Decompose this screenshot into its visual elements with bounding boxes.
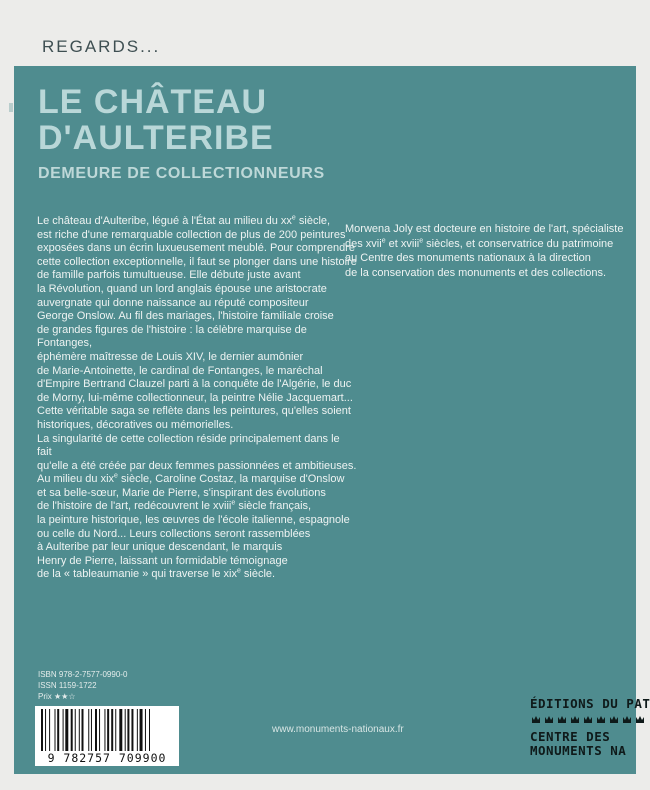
author-bio	[345, 222, 635, 280]
publisher-logo	[530, 696, 650, 758]
synopsis-line: qu'elle a été créée par deux femmes passionnées et ambitieuses.	[37, 459, 357, 472]
synopsis-line: éphémère maîtresse de Louis XIV, le dernier aumônier	[37, 350, 304, 363]
synopsis-line: La singularité de cette collection réside principalement dans le fait	[37, 432, 340, 459]
synopsis-line: de grandes figures de l'histoire : la célèbre marquise de Fontanges,	[37, 323, 307, 350]
author-bio-line: des xvii$^e$ et xviii$^e$ siècles, et conservatrice du patrimoine	[345, 236, 614, 250]
synopsis-line: de l'histoire de l'art, redécouvrent le xviii$^e$ siècle français,	[37, 499, 312, 513]
synopsis-line: Henry de Pierre, laissant un formidable témoignage	[37, 554, 288, 567]
author-bio-line: de la conservation des monuments et des collections.	[345, 266, 607, 279]
author-bio-line: au Centre des monuments nationaux à la direction	[345, 252, 591, 264]
publisher-line-2: MONUMENTS NA	[530, 743, 627, 758]
book-subtitle: DEMEURE DE COLLECTIONNEURS	[38, 165, 325, 182]
publisher-line-1: CENTRE DES	[530, 729, 611, 744]
isbn-block	[38, 670, 127, 702]
synopsis-line: historiques, décoratives ou mémorielles.	[37, 418, 234, 431]
synopsis-line: est riche d'une remarquable collection de plus de 200 peintures	[37, 228, 346, 241]
synopsis-line: Cette véritable saga se reflète dans les peintures, qu'elles soient	[37, 405, 351, 418]
synopsis-line: de Morny, lui-même collectionneur, la peintre Nélie Jacquemart...	[37, 391, 353, 404]
cover-panel	[14, 66, 650, 774]
series-label: REGARDS...	[42, 37, 161, 56]
isbn: ISBN 978-2-7577-0990-0	[38, 670, 128, 679]
synopsis-line: d'Empire Bertrand Clauzel parti à la conquête de l'Algérie, le duc	[37, 378, 352, 391]
issn: ISSN 1159-1722	[38, 680, 97, 690]
author-bio-line: Morwena Joly est docteure en histoire de l'art, spécialiste	[345, 223, 624, 235]
synopsis-line: à Aulteribe par leur unique descendant, le marquis	[37, 541, 283, 554]
synopsis-line: Au milieu du xix$^e$ siècle, Caroline Costaz, la marquise d'Onslow	[37, 472, 345, 486]
synopsis-line: et sa belle-sœur, Marie de Pierre, s'inspirant des évolutions	[37, 486, 326, 499]
synopsis-line: la peinture historique, les œuvres de l'école italienne, espagnole	[37, 514, 350, 527]
synopsis-line: Le château d'Aulteribe, légué à l'État au milieu du $xx^e$ siècle,	[37, 214, 331, 227]
synopsis-line: de Marie-Antoinette, le cardinal de Fontanges, le maréchal	[37, 364, 323, 377]
title-line-1: LE CHÂTEAU	[38, 83, 268, 121]
barcode-bars	[41, 709, 173, 751]
website-link[interactable]: www.monuments-nationaux.fr	[272, 724, 404, 735]
side-marker	[9, 103, 13, 112]
synopsis-line: ou celle du Nord... Leurs collections seront rassemblées	[37, 527, 311, 540]
synopsis-line: de la « tableaumanie » qui traverse le xix$^e$ siècle.	[37, 567, 276, 581]
crown-icons	[530, 715, 650, 724]
book-title	[38, 84, 274, 156]
synopsis-line: exposées dans un écrin luxueusement meublé. Pour comprendre	[37, 242, 355, 255]
price: Prix ★★☆	[38, 691, 76, 701]
synopsis-line: cette collection exceptionnelle, il faut se plonger dans une histoire	[37, 255, 357, 268]
title-line-2: D'AULTERIBE	[38, 119, 274, 157]
synopsis-line: la Révolution, quand un lord anglais épouse une aristocrate	[37, 282, 327, 295]
synopsis-line: de famille parfois tumultueuse. Elle débute juste avant	[37, 269, 301, 282]
publisher-name: ÉDITIONS DU PAT	[530, 696, 650, 711]
barcode	[35, 706, 179, 766]
synopsis	[37, 215, 357, 582]
synopsis-line: auvergnate qui donne naissance au réputé compositeur	[37, 296, 309, 309]
synopsis-line: George Onslow. Au fil des mariages, l'histoire familiale croise	[37, 310, 334, 323]
barcode-digits: 9 782757 709900	[47, 751, 167, 765]
